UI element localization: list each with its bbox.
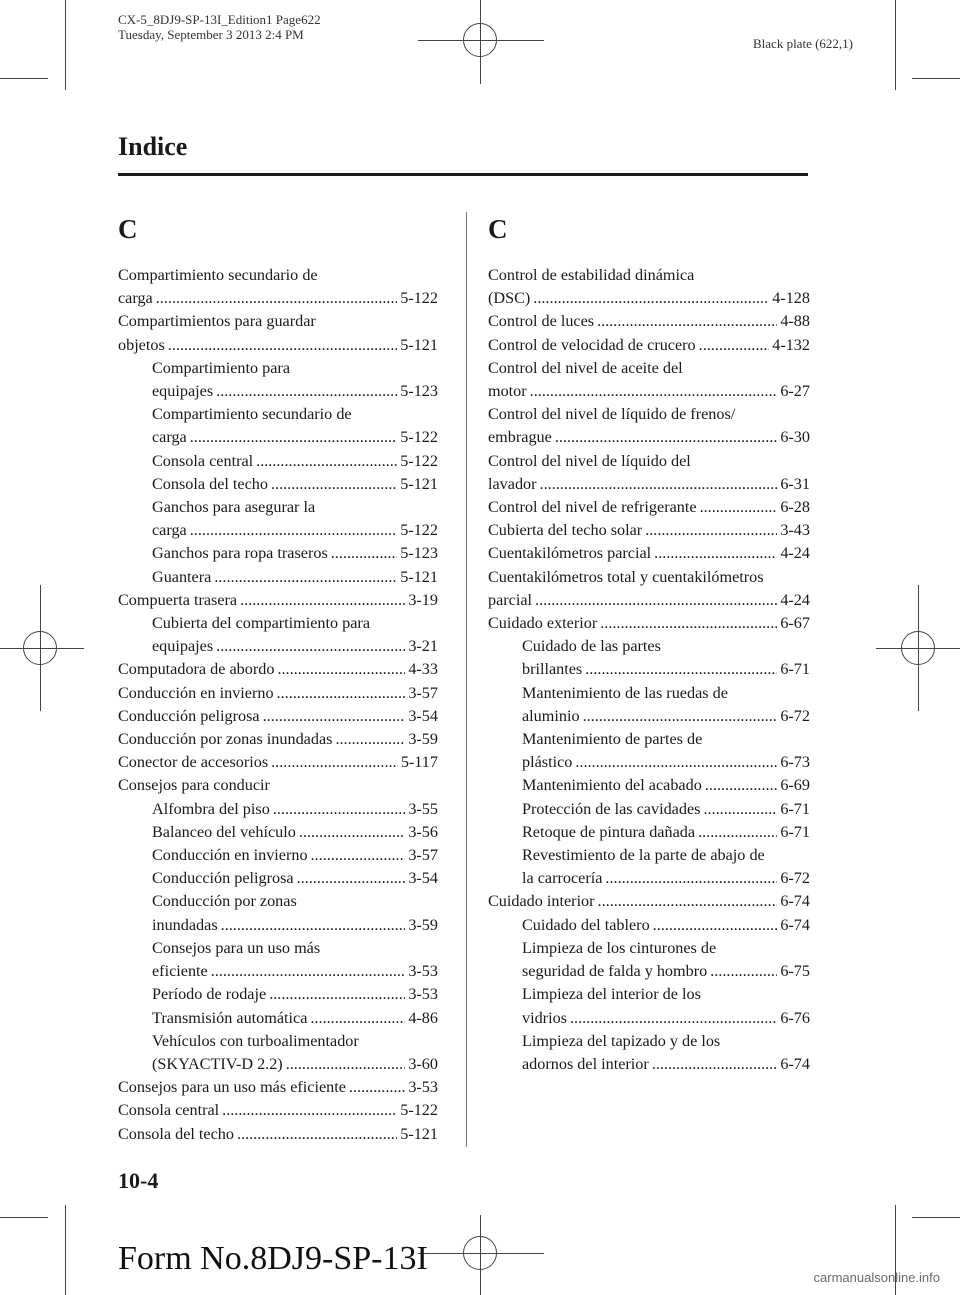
page-reference: 5-123 — [400, 382, 438, 401]
page-reference: 3-60 — [408, 1054, 438, 1073]
dot-leader — [555, 426, 778, 449]
index-entry — [488, 890, 810, 913]
entry-text: Alfombra del piso — [152, 799, 270, 818]
index-subentry — [488, 798, 810, 821]
page-reference: 3-59 — [408, 730, 438, 749]
entry-text: Cuidado de las partes — [522, 637, 661, 656]
entry-text: Consejos para un uso más eficiente — [118, 1078, 346, 1097]
index-entry — [118, 774, 438, 797]
index-entry — [118, 1123, 438, 1146]
registration-mark-circle — [463, 23, 497, 57]
index-entry — [488, 264, 810, 310]
page-reference: 5-121 — [400, 1124, 438, 1143]
page-reference: 3-19 — [408, 590, 438, 609]
index-subentry — [118, 403, 438, 449]
dot-leader — [211, 960, 406, 983]
index-subentry — [118, 890, 438, 936]
index-entry — [488, 496, 810, 519]
entry-text: Retoque de pintura dañada — [522, 822, 696, 841]
entry-text: Consejos para un uso más — [152, 938, 321, 957]
entry-text: embrague — [488, 428, 552, 447]
page-reference: 5-121 — [400, 567, 438, 586]
index-subentry — [118, 798, 438, 821]
entry-text: Control del nivel de refrigerante — [488, 498, 697, 517]
entry-text: Mantenimiento del acabado — [522, 776, 702, 795]
dot-leader — [269, 983, 405, 1006]
entry-text: motor — [488, 382, 527, 401]
entry-text: Control del nivel de líquido de frenos/ — [488, 405, 736, 424]
dot-leader — [710, 960, 777, 983]
entry-text: equipajes — [152, 637, 214, 656]
entry-text: Consola del techo — [118, 1124, 234, 1143]
page-reference: 5-122 — [400, 451, 438, 470]
page-reference: 3-54 — [408, 706, 438, 725]
entry-text: Cubierta del techo solar — [488, 521, 643, 540]
dot-leader — [168, 334, 397, 357]
entry-text: Limpieza del tapizado y de los — [522, 1031, 721, 1050]
crop-mark — [0, 1217, 48, 1218]
index-subentry — [118, 1030, 438, 1076]
index-entry — [118, 751, 438, 774]
page-reference: 4-24 — [780, 544, 810, 563]
dot-leader — [335, 728, 405, 751]
entry-text: parcial — [488, 590, 533, 609]
entry-text: Revestimiento de la parte de abajo de — [522, 846, 765, 865]
entry-text: Conector de accesorios — [118, 753, 269, 772]
dot-leader — [190, 519, 397, 542]
entry-text: Guantera — [152, 567, 212, 586]
print-job-info: CX-5_8DJ9-SP-13I_Edition1 Page622 Tuesday, September 3 2013 2:4 PM — [118, 12, 321, 42]
page-reference: 6-69 — [780, 776, 810, 795]
index-subentry — [118, 542, 438, 565]
page-reference: 3-53 — [408, 1078, 438, 1097]
page-reference: 5-122 — [400, 428, 438, 447]
index-subentry — [488, 821, 810, 844]
index-entry — [118, 682, 438, 705]
entry-text: Cuidado del tablero — [522, 915, 650, 934]
index-subentry — [488, 914, 810, 937]
index-entry — [488, 334, 810, 357]
entry-text: adornos del interior — [522, 1054, 649, 1073]
watermark: carmanualsonline.info — [813, 1270, 940, 1285]
entry-text: Compartimiento para — [152, 358, 291, 377]
index-entry — [118, 310, 438, 356]
dot-leader — [216, 380, 397, 403]
index-subentry — [118, 612, 438, 658]
entry-text: objetos — [118, 335, 165, 354]
entry-text: Computadora de abordo — [118, 660, 275, 679]
dot-leader — [271, 473, 397, 496]
index-subentry — [118, 1007, 438, 1030]
dot-leader — [273, 798, 406, 821]
dot-leader — [221, 914, 406, 937]
right-column — [488, 216, 810, 1076]
dot-leader — [277, 658, 405, 681]
entry-text: lavador — [488, 474, 537, 493]
index-entry — [118, 728, 438, 751]
index-letter: C — [488, 214, 508, 244]
page-reference: 5-121 — [400, 335, 438, 354]
page-reference: 6-74 — [780, 892, 810, 911]
entry-text: plástico — [522, 753, 573, 772]
page-reference: 5-123 — [400, 544, 438, 563]
page-reference: 4-33 — [408, 660, 438, 679]
crop-mark — [912, 1217, 960, 1218]
page-reference: 6-30 — [780, 428, 810, 447]
dot-leader — [310, 1007, 405, 1030]
index-subentry — [118, 496, 438, 542]
dot-leader — [585, 658, 777, 681]
index-entry — [488, 612, 810, 635]
page-reference: 6-28 — [780, 498, 810, 517]
dot-leader — [263, 705, 406, 728]
page-reference: 6-71 — [780, 822, 810, 841]
entry-text: la carrocería — [522, 869, 603, 888]
entry-text: Conducción por zonas — [152, 892, 297, 911]
index-entry-list — [488, 264, 810, 1076]
entry-text: Vehículos con turboalimentador — [152, 1031, 359, 1050]
crop-mark — [0, 78, 48, 79]
entry-text: Protección de las cavidades — [522, 799, 701, 818]
dot-leader — [277, 682, 406, 705]
entry-text: Cuidado interior — [488, 892, 595, 911]
page-reference: 4-88 — [780, 312, 810, 331]
page-reference: 3-43 — [780, 521, 810, 540]
dot-leader — [653, 914, 778, 937]
entry-text: Consola del techo — [152, 474, 268, 493]
index-subentry — [118, 566, 438, 589]
entry-text: Compuerta trasera — [118, 590, 238, 609]
dot-leader — [240, 589, 405, 612]
dot-leader — [311, 844, 406, 867]
column-divider — [466, 212, 467, 1147]
dot-leader — [237, 1123, 397, 1146]
dot-leader — [605, 867, 777, 890]
index-entry — [488, 403, 810, 449]
index-subentry — [118, 983, 438, 1006]
index-subentry — [488, 635, 810, 681]
registration-mark-circle — [901, 631, 935, 665]
entry-text: Compartimiento secundario de — [152, 405, 352, 424]
page-reference: 6-71 — [780, 799, 810, 818]
entry-text: carga — [152, 521, 187, 540]
page-reference: 3-53 — [408, 985, 438, 1004]
dot-leader — [256, 450, 397, 473]
entry-text: Consola central — [118, 1101, 220, 1120]
entry-text: Cuentakilómetros total y cuentakilómetros — [488, 567, 764, 586]
dot-leader — [699, 334, 770, 357]
page-reference: 4-86 — [408, 1008, 438, 1027]
form-number: Form No.8DJ9-SP-13I — [118, 1240, 428, 1277]
entry-text: Limpieza del interior de los — [522, 985, 701, 1004]
dot-leader — [600, 612, 777, 635]
index-entry — [118, 1099, 438, 1122]
dot-leader — [654, 542, 777, 565]
dot-leader — [349, 1076, 405, 1099]
entry-text: Control del nivel de aceite del — [488, 358, 683, 377]
entry-text: Consola central — [152, 451, 254, 470]
index-subentry — [118, 450, 438, 473]
entry-text: aluminio — [522, 706, 580, 725]
index-subentry — [118, 867, 438, 890]
dot-leader — [583, 705, 778, 728]
index-entry — [118, 589, 438, 612]
entry-text: Compartimiento secundario de — [118, 266, 318, 284]
dot-leader — [530, 380, 778, 403]
entry-text: vidrios — [522, 1008, 567, 1027]
entry-text: equipajes — [152, 382, 214, 401]
page-reference: 3-59 — [408, 915, 438, 934]
entry-text: carga — [152, 428, 187, 447]
page-reference: 3-57 — [408, 683, 438, 702]
page-reference: 6-74 — [780, 915, 810, 934]
header-rule — [118, 173, 808, 176]
dot-leader — [214, 566, 397, 589]
index-entry — [488, 450, 810, 496]
page-reference: 6-74 — [780, 1054, 810, 1073]
index-subentry — [118, 473, 438, 496]
page-reference: 4-128 — [772, 289, 810, 308]
dot-leader — [598, 890, 778, 913]
page-reference: 5-117 — [400, 753, 438, 772]
entry-text: Limpieza de los cinturones de — [522, 938, 717, 957]
dot-leader — [286, 1053, 406, 1076]
index-entry — [118, 705, 438, 728]
entry-text: Consejos para conducir — [118, 776, 270, 795]
page-reference: 5-121 — [400, 474, 438, 493]
dot-leader — [535, 589, 777, 612]
index-entry-list — [118, 264, 438, 1146]
entry-text: (DSC) — [488, 289, 531, 308]
crop-mark — [912, 78, 960, 79]
index-entry — [488, 566, 810, 612]
index-letter: C — [118, 214, 138, 244]
page-reference: 6-76 — [780, 1008, 810, 1027]
dot-leader — [575, 751, 777, 774]
index-subentry — [118, 357, 438, 403]
dot-leader — [299, 821, 405, 844]
page-reference: 3-54 — [408, 869, 438, 888]
entry-text: Transmisión automática — [152, 1008, 308, 1027]
registration-mark-circle — [463, 1236, 497, 1270]
dot-leader — [645, 519, 777, 542]
index-subentry — [488, 774, 810, 797]
dot-leader — [703, 798, 777, 821]
plate-label: Black plate (622,1) — [753, 36, 853, 51]
left-column — [118, 216, 438, 1146]
entry-text: Conducción peligrosa — [118, 706, 260, 725]
entry-text: Ganchos para asegurar la — [152, 498, 316, 517]
entry-text: Balanceo del vehículo — [152, 822, 296, 841]
page-reference: 3-56 — [408, 822, 438, 841]
registration-mark-circle — [23, 631, 57, 665]
entry-text: Conducción por zonas inundadas — [118, 730, 333, 749]
page-reference: 4-132 — [772, 335, 810, 354]
page-reference: 6-71 — [780, 660, 810, 679]
page-reference: 3-57 — [408, 846, 438, 865]
dot-leader — [652, 1053, 778, 1076]
dot-leader — [540, 473, 778, 496]
index-entry — [118, 1076, 438, 1099]
entry-text: Ganchos para ropa traseros — [152, 544, 328, 563]
entry-text: Cuentakilómetros parcial — [488, 544, 652, 563]
page-reference: 5-122 — [400, 521, 438, 540]
index-subentry — [488, 1030, 810, 1076]
index-entry — [488, 519, 810, 542]
dot-leader — [297, 867, 406, 890]
dot-leader — [331, 542, 397, 565]
section-title: Indice — [118, 132, 188, 161]
dot-leader — [570, 1007, 777, 1030]
entry-text: carga — [118, 289, 153, 308]
entry-text: (SKYACTIV-D 2.2) — [152, 1054, 283, 1073]
page-reference: 5-122 — [400, 289, 438, 308]
index-subentry — [488, 682, 810, 728]
entry-text: Control de luces — [488, 312, 595, 331]
index-subentry — [488, 983, 810, 1029]
entry-text: Compartimientos para guardar — [118, 312, 316, 331]
dot-leader — [705, 774, 778, 797]
page-reference: 6-27 — [780, 382, 810, 401]
page-reference: 3-55 — [408, 799, 438, 818]
entry-text: Mantenimiento de partes de — [522, 730, 703, 749]
entry-text: Mantenimiento de las ruedas de — [522, 683, 728, 702]
dot-leader — [216, 635, 405, 658]
entry-text: Control de estabilidad dinámica — [488, 266, 695, 284]
index-entry — [488, 310, 810, 333]
page-reference: 6-75 — [780, 962, 810, 981]
page-number: 10-4 — [118, 1168, 159, 1193]
index-subentry — [118, 844, 438, 867]
entry-text: Control de velocidad de crucero — [488, 335, 696, 354]
crop-mark — [65, 0, 66, 90]
crop-mark — [65, 1205, 66, 1295]
page-reference: 3-53 — [408, 962, 438, 981]
entry-text: Cuidado exterior — [488, 614, 598, 633]
index-entry — [118, 264, 438, 310]
dot-leader — [698, 821, 777, 844]
page-reference: 6-73 — [780, 753, 810, 772]
entry-text: Cubierta del compartimiento para — [152, 614, 371, 633]
entry-text: Control del nivel de líquido del — [488, 451, 691, 470]
index-subentry — [118, 937, 438, 983]
index-subentry — [488, 728, 810, 774]
index-entry — [488, 542, 810, 565]
dot-leader — [533, 287, 769, 310]
page-reference: 4-24 — [780, 590, 810, 609]
page-reference: 6-72 — [780, 869, 810, 888]
entry-text: inundadas — [152, 915, 218, 934]
index-entry — [118, 658, 438, 681]
entry-text: eficiente — [152, 962, 208, 981]
entry-text: brillantes — [522, 660, 583, 679]
dot-leader — [156, 287, 397, 310]
page-reference: 6-72 — [780, 706, 810, 725]
entry-text: Conducción peligrosa — [152, 869, 294, 888]
dot-leader — [700, 496, 778, 519]
page-reference: 3-21 — [408, 637, 438, 656]
entry-text: Período de rodaje — [152, 985, 267, 1004]
dot-leader — [222, 1099, 397, 1122]
page-reference: 6-67 — [780, 614, 810, 633]
page-reference: 6-31 — [780, 474, 810, 493]
index-subentry — [118, 821, 438, 844]
page-reference: 5-122 — [400, 1101, 438, 1120]
entry-text: seguridad de falda y hombro — [522, 962, 708, 981]
dot-leader — [271, 751, 398, 774]
entry-text: Conducción en invierno — [118, 683, 274, 702]
entry-text: Conducción en invierno — [152, 846, 308, 865]
index-subentry — [488, 937, 810, 983]
index-entry — [488, 357, 810, 403]
crop-mark — [895, 0, 896, 90]
dot-leader — [190, 426, 397, 449]
index-subentry — [488, 844, 810, 890]
dot-leader — [597, 310, 777, 333]
